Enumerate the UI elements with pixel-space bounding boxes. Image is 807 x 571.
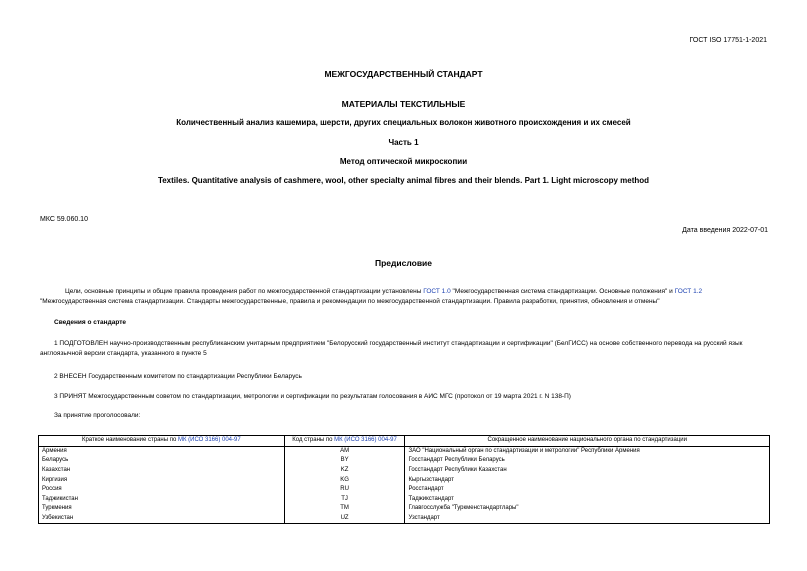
item-prepared: 1 ПОДГОТОВЛЕН научно-производственным республиканским унитарным предприятием "Белорусский государственный институт стандартизации и сертификации" (БелГИСС) на основе собственного перевода на русский язык англоязычной версии стандарта, указанного в пункте 5 <box>40 340 743 357</box>
column-header-country: Краткое наименование страны по МК (ИСО 3166) 004-97 <box>39 436 285 447</box>
english-title: Textiles. Quantitative analysis of cashmere, wool, other specialty animal fibres and their blends. Part 1. Light microscopy method <box>157 176 650 185</box>
about-standard-heading: Сведения о стандарте <box>54 319 127 326</box>
column-header-code: Код страны по МК (ИСО 3166) 004-97 <box>284 436 405 447</box>
column-header-body: Сокращенное наименование национального органа по стандартизации <box>405 436 770 447</box>
body-cell: Узстандарт <box>405 514 770 524</box>
item-submitted: 2 ВНЕСЕН Государственным комитетом по стандартизации Республики Беларусь <box>54 373 302 380</box>
body-cell: Росстандарт <box>405 485 770 495</box>
gost-1-2-link[interactable]: ГОСТ 1.2 <box>674 288 703 295</box>
mk-iso-link[interactable]: МК (ИСО 3166) 004-97 <box>334 437 397 444</box>
country-cell: Казахстан <box>39 466 285 476</box>
part-heading: Часть 1 <box>388 138 419 147</box>
table-row <box>39 504 770 514</box>
body-cell: Кыргызстандарт <box>405 475 770 485</box>
item-adopted: 3 ПРИНЯТ Межгосударственным советом по стандартизации, метрологии и сертификации по результатам голосования в АИС МГС (протокол от 19 марта 2021 г. N 138-П) <box>54 393 571 400</box>
gost-code: ГОСТ ISO 17751-1-2021 <box>689 37 767 44</box>
table-row <box>39 446 770 456</box>
code-cell: KG <box>284 475 405 485</box>
body-cell: Госстандарт Республики Беларусь <box>405 456 770 466</box>
country-cell: Таджикистан <box>39 495 285 505</box>
table-row <box>39 495 770 505</box>
table-row <box>39 466 770 476</box>
table-row <box>39 475 770 485</box>
body-cell: Госстандарт Республики Казахстан <box>405 466 770 476</box>
gost-1-0-link[interactable]: ГОСТ 1.0 <box>423 288 451 295</box>
body-cell: ЗАО "Национальный орган по стандартизации и метрологии" Республики Армения <box>405 446 770 456</box>
code-cell: TM <box>284 504 405 514</box>
code-cell: TJ <box>284 495 405 505</box>
body-cell: Таджикстандарт <box>405 495 770 505</box>
country-cell: Киргизия <box>39 475 285 485</box>
method-heading: Метод оптической микроскопии <box>339 157 468 166</box>
code-cell: UZ <box>284 514 405 524</box>
foreword-text-part: "Межгосударственная система стандартизации. Основные положения" и <box>450 288 675 295</box>
materials-heading: МАТЕРИАЛЫ ТЕКСТИЛЬНЫЕ <box>341 99 466 109</box>
voting-table <box>38 435 770 524</box>
code-cell: KZ <box>284 466 405 476</box>
foreword-paragraph <box>40 287 770 307</box>
code-cell: BY <box>284 456 405 466</box>
country-cell: Россия <box>39 485 285 495</box>
foreword-heading: Предисловие <box>374 258 433 268</box>
standard-type-heading: МЕЖГОСУДАРСТВЕННЫЙ СТАНДАРТ <box>324 69 483 79</box>
body-cell: Главгосслужба "Туркменстандартлары" <box>405 504 770 514</box>
code-cell: RU <box>284 485 405 495</box>
mk-iso-link[interactable]: МК (ИСО 3166) 004-97 <box>177 437 241 444</box>
table-row <box>39 514 770 524</box>
voted-label: За принятие проголосовали: <box>54 412 141 419</box>
country-cell: Узбекистан <box>39 514 285 524</box>
code-cell: AM <box>284 446 405 456</box>
country-cell: Беларусь <box>39 456 285 466</box>
mks-code: МКС 59.060.10 <box>40 216 88 223</box>
table-header-row <box>39 436 770 447</box>
introduction-date: Дата введения 2022-07-01 <box>682 227 768 234</box>
country-cell: Туркмения <box>39 504 285 514</box>
table-row <box>39 485 770 495</box>
foreword-text-part: "Межгосударственная система стандартизации. Стандарты межгосударственные, правила и рекомендации по межгосударственной стандартизации. Правила разработки, принятия, обновления и отмены" <box>40 298 660 305</box>
country-cell: Армения <box>39 446 285 456</box>
table-row <box>39 456 770 466</box>
document-title: Количественный анализ кашемира, шерсти, других специальных волокон животного происхождения и их смесей <box>176 118 631 127</box>
foreword-text-part: Цели, основные принципы и общие правила проведения работ по межгосударственной стандартизации установлены <box>65 288 424 295</box>
